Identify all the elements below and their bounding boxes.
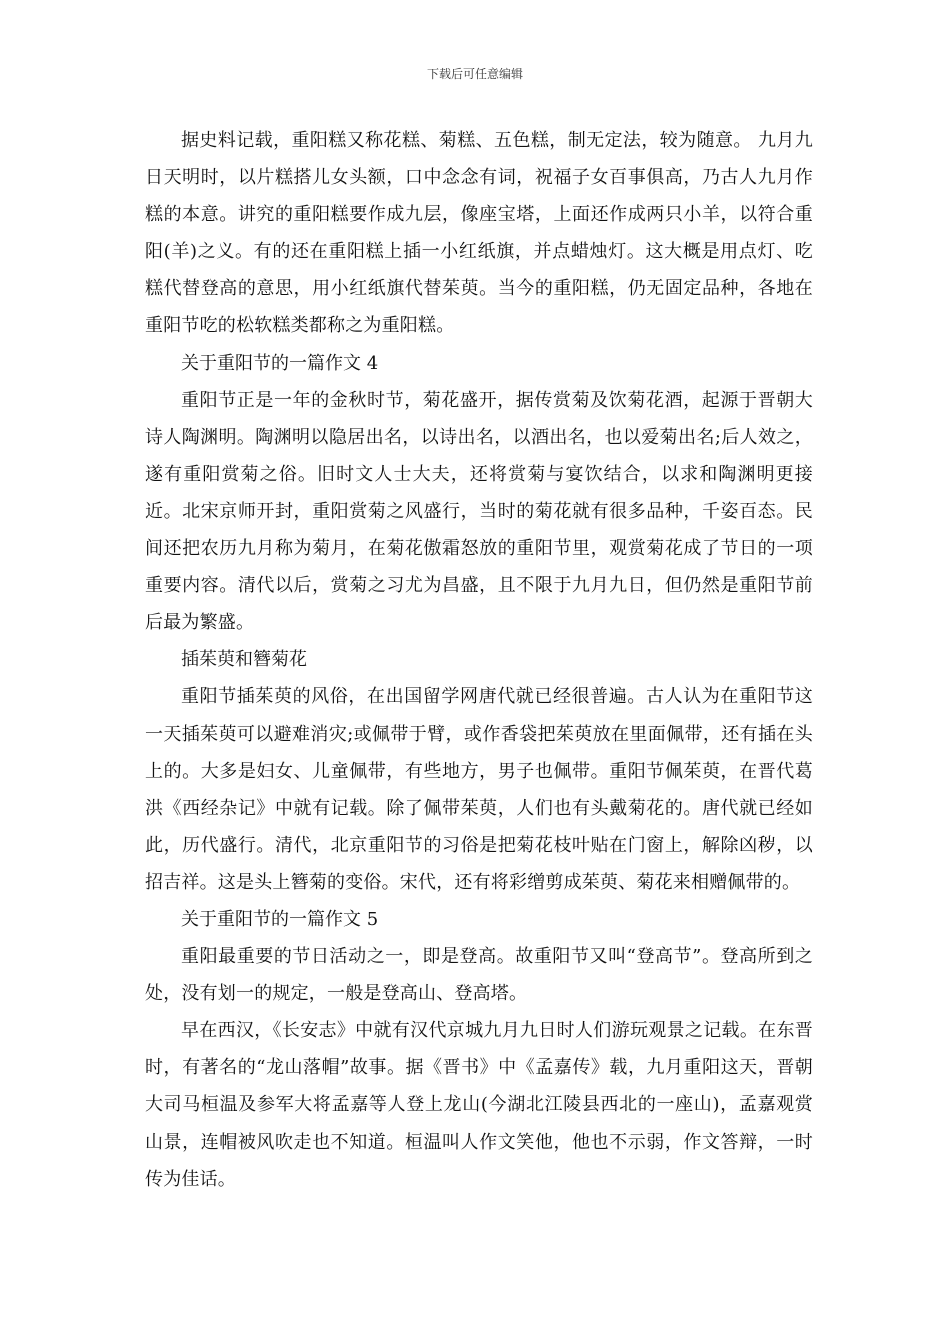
section-heading-dogwood: 插茱萸和簪菊花 — [181, 649, 307, 671]
document-body — [145, 122, 813, 1198]
page-header: 下载后可任意编辑 — [426, 67, 523, 81]
paragraph-climbing-heights: 重阳最重要的节日活动之一，即是登高。故重阳节又叫“登高节”。登高所到之处，没有划一的规定，一般是登高山、登高塔。 — [145, 946, 813, 1005]
section-heading-essay-4: 关于重阳节的一篇作文 4 — [181, 352, 379, 374]
paragraph-dogwood-custom: 重阳节插茱萸的风俗，在出国留学网唐代就已经很普遍。古人认为在重阳节这一天插茱萸可以避难消灾;或佩带于臂，或作香袋把茱萸放在里面佩带，还有插在头上的。大多是妇女、儿童佩带，有些地方，男子也佩带。重阳节佩茱萸，在晋代葛洪《西经杂记》中就有记载。除了佩带茱萸，人们也有头戴菊花的。唐代就已经如此，历代盛行。清代，北京重阳节的习俗是把菊花枝叶贴在门窗上，解除凶秽，以招吉祥。这是头上簪菊的变俗。宋代，还有将彩缯剪成茱萸、菊花来相赠佩带的。 — [145, 686, 813, 893]
paragraph-chongyang-cake: 据史料记载，重阳糕又称花糕、菊糕、五色糕，制无定法，较为随意。 九月九日天明时，以片糕搭儿女头额，口中念念有词，祝福子女百事俱高，乃古人九月作糕的本意。讲究的重阳糕要作成九层，像座宝塔，上面还作成两只小羊，以符合重阳(羊)之义。有的还在重阳糕上插一小红纸旗，并点蜡烛灯。这大概是用点灯、吃糕代替登高的意思，用小红纸旗代替茱萸。当今的重阳糕，仍无固定品种，各地在重阳节吃的松软糕类都称之为重阳糕。 — [145, 130, 813, 337]
section-heading-essay-5: 关于重阳节的一篇作文 5 — [181, 908, 379, 930]
paragraph-longshan-story: 早在西汉，《长安志》中就有汉代京城九月九日时人们游玩观景之记载。在东晋时，有著名的“龙山落帽”故事。据《晋书》中《孟嘉传》载，九月重阳这天，晋朝大司马桓温及参军大将孟嘉等人登上龙山(今湖北江陵县西北的一座山)，孟嘉观赏山景，连帽被风吹走也不知道。桓温叫人作文笑他，他也不示弱，作文答辩，一时传为佳话。 — [145, 1020, 813, 1190]
paragraph-chrysanthemum-viewing: 重阳节正是一年的金秋时节，菊花盛开，据传赏菊及饮菊花酒，起源于晋朝大诗人陶渊明。陶渊明以隐居出名，以诗出名，以酒出名，也以爱菊出名;后人效之，遂有重阳赏菊之俗。旧时文人士大夫，还将赏菊与宴饮结合，以求和陶渊明更接近。北宋京师开封，重阳赏菊之风盛行，当时的菊花就有很多品种，千姿百态。民间还把农历九月称为菊月，在菊花傲霜怒放的重阳节里，观赏菊花成了节日的一项重要内容。清代以后，赏菊之习尤为昌盛，且不限于九月九日，但仍然是重阳节前后最为繁盛。 — [145, 389, 813, 634]
